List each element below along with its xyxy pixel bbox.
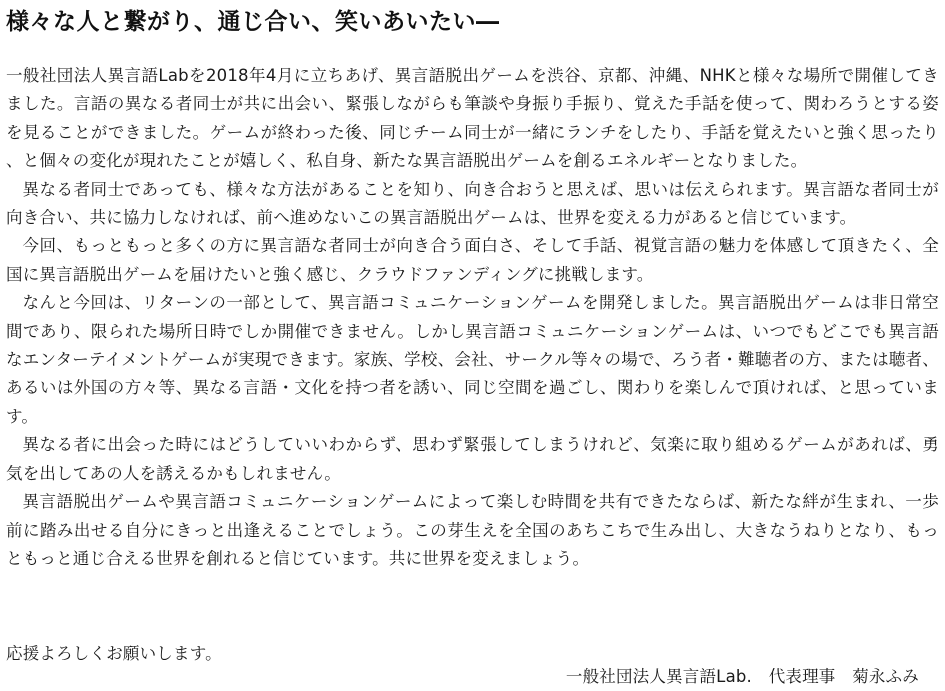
message-body: [6, 62, 939, 573]
paragraph-intro: 一般社団法人異言語Labを2018年4月に立ちあげ、異言語脱出ゲームを渋谷、京都、沖縄、NHKと様々な場所で開催してきました。言語の異なる者同士が共に出会い、緊張しながらも筆談や身振り手振り、覚えた手話を使って、関わろうとする姿を見ることができました。ゲームが終わった後、同じチーム同士が一緒にランチをしたり、手話を覚えたいと強く思ったり、と個々の変化が現れたことが嬉しく、私自身、新たな異言語脱出ゲームを創るエネルギーとなりました。: [6, 66, 939, 171]
signature: 一般社団法人異言語Lab. 代表理事 菊永ふみ: [565, 667, 919, 686]
paragraph-communication-game: なんと今回は、リターンの一部として、異言語コミュニケーションゲームを開発しました。異言語脱出ゲームは非日常空間であり、限られた場所日時でしか開催できません。しかし異言語コミュニケーションゲームは、いつでもどこでも異言語なエンターテイメントゲームが実現できます。家族、学校、会社、サークル等々の場で、ろう者・難聴者の方、または聴者、あるいは外国の方々等、異なる言語・文化を持つ者を誘い、同じ空間を過ごし、関わりを楽しんで頂ければ、と思っています。: [6, 293, 939, 426]
closing-line: 応援よろしくお願いします。: [6, 644, 222, 663]
paragraph-vision: 異言語脱出ゲームや異言語コミュニケーションゲームによって楽しむ時間を共有できたならば、新たな絆が生まれ、一歩前に踏み出せる自分にきっと出逢えることでしょう。この芽生えを全国のあちこちで生み出し、大きなうねりとなり、もっともっと通じ合える世界を創れると信じています。共に世界を変えましょう。: [6, 492, 939, 568]
paragraph-belief: 異なる者同士であっても、様々な方法があることを知り、向き合おうと思えば、思いは伝えられます。異言語な者同士が向き合い、共に協力しなければ、前へ進めないこの異言語脱出ゲームは、世界を変える力があると信じています。: [6, 179, 939, 228]
page-title: 様々な人と繋がり、通じ合い、笑いあいたい―: [6, 9, 500, 35]
paragraph-crowdfunding: 今回、もっともっと多くの方に異言語な者同士が向き合う面白さ、そして手話、視覚言語の魅力を体感して頂きたく、全国に異言語脱出ゲームを届けたいと強く感じ、クラウドファンディングに挑戦します。: [6, 236, 939, 284]
paragraph-courage: 異なる者に出会った時にはどうしていいわからず、思わず緊張してしまうけれど、気楽に取り組めるゲームがあれば、勇気を出してあの人を誘えるかもしれません。: [6, 435, 939, 483]
